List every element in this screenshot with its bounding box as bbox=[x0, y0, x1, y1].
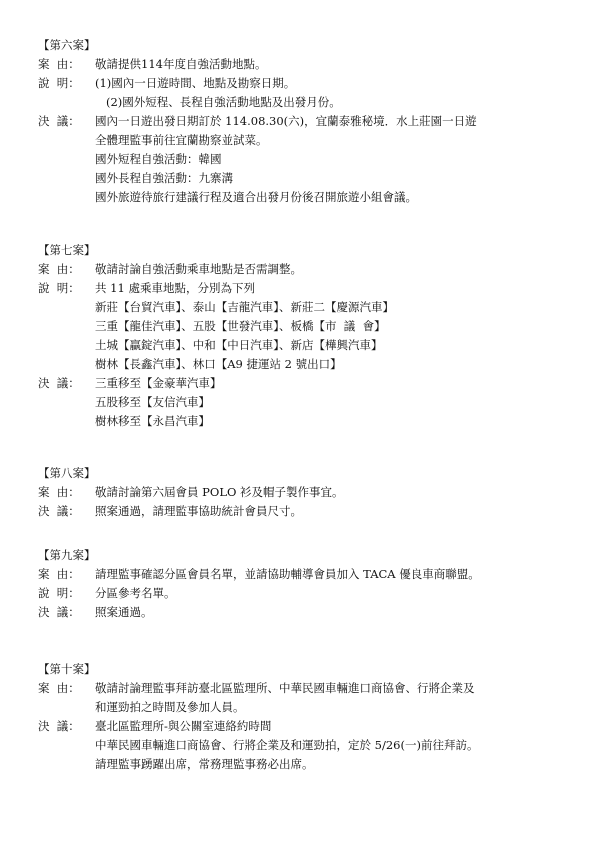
row-line: 五股移至【友信汽車】 bbox=[95, 395, 210, 409]
row-line: 國外短程自強活動：韓國 bbox=[95, 152, 222, 166]
row-line: 敬請討論理監事拜訪臺北區監理所、中華民國車輛進口商協會、行將企業及 bbox=[95, 681, 475, 695]
row-label: 決 議： bbox=[38, 605, 80, 619]
row-line: 三重移至【金豪華汽車】 bbox=[95, 376, 222, 390]
case-subject-row bbox=[38, 483, 568, 502]
row-line: 樹林【長鑫汽車】、林口【A9 捷運站 2 號出口】 bbox=[95, 357, 342, 371]
row-label: 案 由： bbox=[38, 262, 80, 276]
row-line: 照案通過。 bbox=[95, 605, 153, 619]
row-label: 案 由： bbox=[38, 681, 80, 695]
case-header: 【第十案】 bbox=[38, 662, 96, 676]
case-resolution-row bbox=[38, 717, 568, 774]
case-resolution-row bbox=[38, 502, 568, 521]
row-label: 說 明： bbox=[38, 281, 80, 295]
row-line: 全體理監事前往宜蘭勘察並試菜。 bbox=[95, 133, 268, 147]
case-subject-row bbox=[38, 679, 568, 717]
case-resolution-row bbox=[38, 603, 568, 622]
row-label: 案 由： bbox=[38, 567, 80, 581]
case-subject-row bbox=[38, 260, 568, 279]
row-line: 敬請討論第六屆會員 POLO 衫及帽子製作事宜。 bbox=[95, 485, 344, 499]
row-line: 新莊【台貿汽車】、泰山【吉龍汽車】、新莊二【慶源汽車】 bbox=[95, 300, 394, 314]
row-line: 中華民國車輛進口商協會、行將企業及和運勁拍，定於 5/26(一)前往拜訪。 bbox=[95, 738, 479, 752]
row-line: 國內一日遊出發日期訂於 114.08.30(六)，宜蘭泰雅秘境．水上莊園一日遊 bbox=[95, 114, 477, 128]
case-9 bbox=[38, 546, 568, 622]
case-6 bbox=[38, 36, 568, 207]
row-label: 決 議： bbox=[38, 376, 80, 390]
row-label: 案 由： bbox=[38, 485, 80, 499]
row-label: 決 議： bbox=[38, 719, 80, 733]
case-header: 【第七案】 bbox=[38, 243, 96, 257]
case-7 bbox=[38, 241, 568, 431]
case-header: 【第八案】 bbox=[38, 466, 96, 480]
row-line: (2)國外短程、長程自強活動地點及出發月份。 bbox=[95, 95, 341, 109]
row-label: 說 明： bbox=[38, 586, 80, 600]
row-line: 請理監事踴躍出席，常務理監事務必出席。 bbox=[95, 757, 314, 771]
case-resolution-row bbox=[38, 374, 568, 431]
row-label: 案 由： bbox=[38, 57, 80, 71]
case-subject-row bbox=[38, 565, 568, 584]
case-explanation-row bbox=[38, 584, 568, 603]
case-resolution-row bbox=[38, 112, 568, 207]
row-line: 敬請討論自強活動乘車地點是否需調整。 bbox=[95, 262, 302, 276]
case-explanation-row bbox=[38, 74, 568, 112]
row-label: 說 明： bbox=[38, 76, 80, 90]
row-label: 決 議： bbox=[38, 114, 80, 128]
row-line: 照案通過，請理監事協助統計會員尺寸。 bbox=[95, 504, 302, 518]
case-subject-row bbox=[38, 55, 568, 74]
row-line: (1)國內一日遊時間、地點及勘察日期。 bbox=[95, 76, 296, 90]
case-header: 【第九案】 bbox=[38, 548, 96, 562]
row-line: 國外長程自強活動：九寨溝 bbox=[95, 171, 233, 185]
row-line: 分區參考名單。 bbox=[95, 586, 176, 600]
row-line: 共 11 處乘車地點，分別為下列 bbox=[95, 281, 255, 295]
row-label: 決 議： bbox=[38, 504, 80, 518]
row-line: 土城【贏錠汽車】、中和【中日汽車】、新店【樺興汽車】 bbox=[95, 338, 383, 352]
row-line: 樹林移至【永昌汽車】 bbox=[95, 414, 210, 428]
row-line: 國外旅遊待旅行建議行程及適合出發月份後召開旅遊小組會議。 bbox=[95, 190, 417, 204]
row-line: 和運勁拍之時間及參加人員。 bbox=[95, 700, 245, 714]
row-line: 三重【龍佳汽車】、五股【世發汽車】、板橋【市 議 會】 bbox=[95, 319, 386, 333]
row-line: 敬請提供114年度自強活動地點。 bbox=[95, 57, 267, 71]
case-8 bbox=[38, 464, 568, 521]
row-line: 臺北區監理所-與公關室連絡約時間 bbox=[95, 719, 272, 733]
case-10 bbox=[38, 660, 568, 774]
case-header: 【第六案】 bbox=[38, 38, 96, 52]
case-explanation-row bbox=[38, 279, 568, 374]
row-line: 請理監事確認分區會員名單，並請協助輔導會員加入 TACA 優良車商聯盟。 bbox=[95, 567, 480, 581]
